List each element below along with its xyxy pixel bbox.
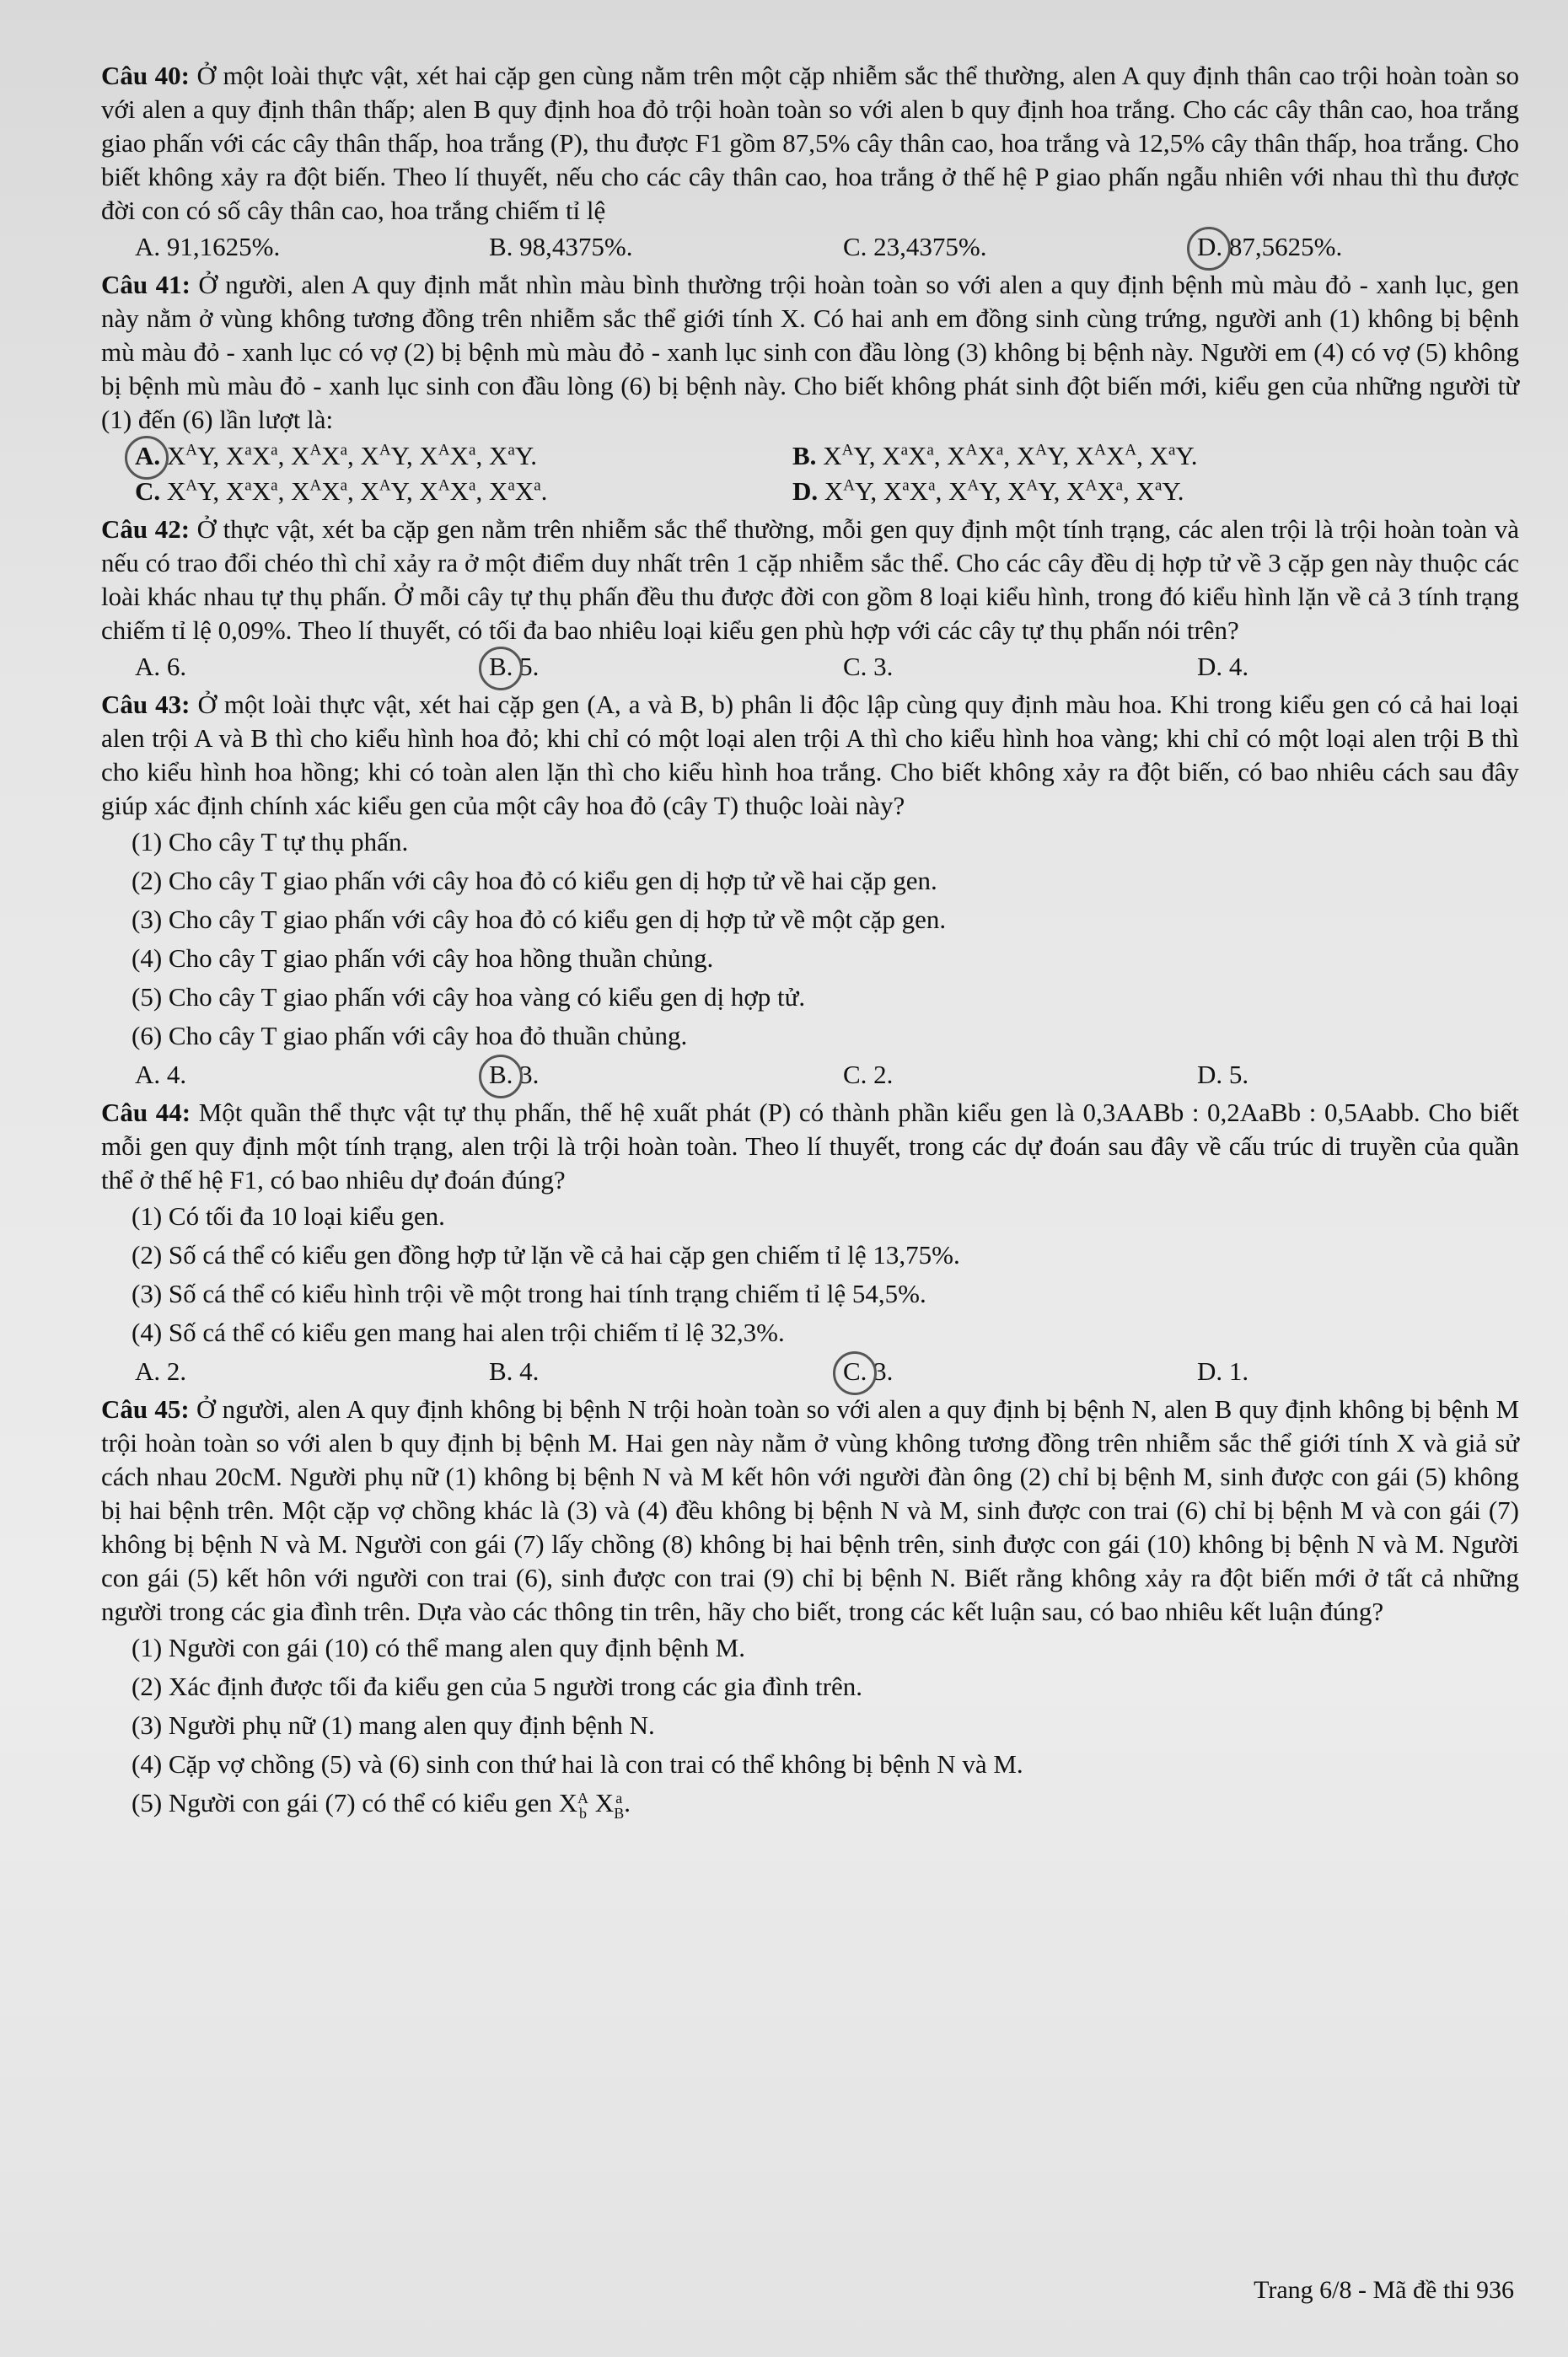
- option-b[interactable]: B. 4.: [489, 1356, 540, 1386]
- question-44-items: [132, 1197, 1519, 1352]
- question-45-head: Câu 45:: [101, 1394, 190, 1424]
- genotype-formula: XA b X a B.: [558, 1788, 631, 1822]
- option-a[interactable]: A. 91,1625%.: [135, 232, 281, 261]
- question-41-text: Câu 41: Ở người, alen A quy định mắt nhìn màu bình thường trội hoàn toàn so với alen a quy định bệnh mù màu đỏ - xanh lục, gen này nằm ở vùng không tương đồng trên nhiễm sắc thể giới tính X. Có hai anh em đồng sinh cùng trứng, người anh (1) không bị bệnh mù màu đỏ - xanh lục có vợ (2) bị bệnh mù màu đỏ - xanh lục sinh con đầu lòng (3) không bị bệnh này. Người em (4) có vợ (5) không bị bệnh mù màu đỏ - xanh lục sinh con đầu lòng (6) bị bệnh này. Cho biết không phát sinh đột biến mới, kiểu gen của những người từ (1) đến (6) lần lượt là:: [101, 270, 1519, 434]
- option-b[interactable]: B. $X^AY$, $X^aX^a$, $X^AX^a$, $X^AY$, $X^AX^A$, $X^aY$.: [792, 441, 1198, 470]
- statement-item: (4) Cho cây T giao phấn với cây hoa hồng thuần chủng.: [132, 943, 714, 973]
- question-44: [101, 1096, 1519, 1389]
- statement-item: (3) Người phụ nữ (1) mang alen quy định bệnh N.: [132, 1710, 655, 1740]
- page-footer: Trang 6/8 - Mã đề thi 936: [1254, 2276, 1514, 2304]
- question-43-text: Câu 43: Ở một loài thực vật, xét hai cặp gen (A, a và B, b) phân li độc lập cùng quy định màu hoa. Khi trong kiểu gen có cả hai loại alen trội A và B thì cho kiểu hình hoa đỏ; khi chỉ có một loại alen trội A thì cho kiểu hình hoa vàng; khi chỉ có một loại alen trội B thì cho kiểu hình hoa hồng; khi có toàn alen lặn thì cho kiểu hình hoa trắng. Cho biết không xảy ra đột biến, có bao nhiêu cách sau đây giúp xác định chính xác kiểu gen của một cây hoa đỏ (cây T) thuộc loài này?: [101, 690, 1520, 820]
- option-b-circled[interactable]: B. 5.: [489, 649, 843, 685]
- question-43-options: [135, 1057, 1519, 1093]
- option-d[interactable]: D. $X^AY$, $X^aX^a$, $X^AY$, $X^AY$, $X^AX^a$, $X^aY$.: [792, 476, 1184, 506]
- option-a-circled[interactable]: A. $X^AY$, $X^aX^a$, $X^AX^a$, $X^AY$, $X^AX^a$, $X^aY$.: [135, 438, 792, 474]
- question-44-head: Câu 44:: [101, 1098, 191, 1127]
- statement-item: (2) Xác định được tối đa kiểu gen của 5 người trong các gia đình trên.: [132, 1672, 862, 1701]
- statement-item-genotype: (5) Người con gái (7) có thể có kiểu gen XA b X a B.: [132, 1788, 631, 1822]
- option-c[interactable]: C. 23,4375%.: [843, 232, 987, 261]
- option-d[interactable]: D. 1.: [1197, 1356, 1249, 1386]
- option-a[interactable]: A. 6.: [135, 652, 187, 681]
- question-43-head: Câu 43:: [101, 690, 191, 719]
- question-40-text: Câu 40: Ở một loài thực vật, xét hai cặp gen cùng nằm trên một cặp nhiễm sắc thể thường, alen A quy định thân cao trội hoàn toàn so với alen a quy định thân thấp; alen B quy định hoa đỏ trội hoàn toàn so với alen b quy định hoa trắng. Cho các cây thân cao, hoa trắng giao phấn với các cây thân thấp, hoa trắng (P), thu được F1 gồm 87,5% cây thân cao, hoa trắng và 12,5% cây thân thấp, hoa trắng. Cho biết không xảy ra đột biến. Theo lí thuyết, nếu cho các cây thân cao, hoa trắng ở thế hệ P giao phấn ngẫu nhiên với nhau thì thu được đời con có số cây thân cao, hoa trắng chiếm tỉ lệ: [101, 61, 1519, 225]
- statement-item: (3) Số cá thể có kiểu hình trội về một trong hai tính trạng chiếm tỉ lệ 54,5%.: [132, 1279, 926, 1308]
- option-d[interactable]: D. 4.: [1197, 652, 1249, 681]
- question-42-head: Câu 42:: [101, 514, 191, 544]
- question-40-head: Câu 40:: [101, 61, 190, 90]
- option-d[interactable]: D. 5.: [1197, 1060, 1249, 1089]
- statement-item: (2) Số cá thể có kiểu gen đồng hợp tử lặn về cả hai cặp gen chiếm tỉ lệ 13,75%.: [132, 1240, 960, 1270]
- question-41: [101, 268, 1519, 509]
- statement-item: (1) Cho cây T tự thụ phấn.: [132, 827, 409, 856]
- statement-item: (2) Cho cây T giao phấn với cây hoa đỏ có kiểu gen dị hợp tử về hai cặp gen.: [132, 866, 937, 895]
- option-c-circled[interactable]: C. 3.: [843, 1354, 1197, 1389]
- question-40: [101, 59, 1519, 265]
- option-c[interactable]: C. 3.: [843, 652, 894, 681]
- statement-item: (1) Có tối đa 10 loại kiểu gen.: [132, 1201, 445, 1231]
- statement-item: (1) Người con gái (10) có thể mang alen quy định bệnh M.: [132, 1633, 745, 1662]
- statement-item: (4) Cặp vợ chồng (5) và (6) sinh con thứ hai là con trai có thể không bị bệnh N và M.: [132, 1749, 1023, 1779]
- statement-item: (3) Cho cây T giao phấn với cây hoa đỏ có kiểu gen dị hợp tử về một cặp gen.: [132, 905, 947, 934]
- question-40-options: [135, 229, 1519, 265]
- option-c[interactable]: C. $X^AY$, $X^aX^a$, $X^AX^a$, $X^AY$, $X^AX^a$, $X^aX^a$.: [135, 476, 548, 506]
- option-a[interactable]: A. 4.: [135, 1060, 187, 1089]
- option-c[interactable]: C. 2.: [843, 1060, 894, 1089]
- statement-item: (5) Cho cây T giao phấn với cây hoa vàng có kiểu gen dị hợp tử.: [132, 982, 806, 1012]
- question-44-options: [135, 1354, 1519, 1389]
- question-45-items: [132, 1629, 1519, 1823]
- question-41-head: Câu 41:: [101, 270, 191, 299]
- option-b-circled[interactable]: B. 3.: [489, 1057, 843, 1093]
- question-42-options: [135, 649, 1519, 685]
- question-42: [101, 513, 1519, 685]
- statement-item: (4) Số cá thể có kiểu gen mang hai alen trội chiếm tỉ lệ 32,3%.: [132, 1318, 785, 1347]
- option-d-circled[interactable]: D. 87,5625%.: [1197, 229, 1551, 265]
- question-43-items: [132, 823, 1519, 1055]
- question-45-text: Câu 45: Ở người, alen A quy định không bị bệnh N trội hoàn toàn so với alen a quy định bị bệnh N, alen B quy định không bị bệnh M trội hoàn toàn so với alen b quy định bị bệnh M. Hai gen này nằm ở vùng không tương đồng trên nhiễm sắc thể giới tính X và giả sử cách nhau 20cM. Người phụ nữ (1) không bị bệnh N và M kết hôn với người đàn ông (2) chỉ bị bệnh M, sinh được con gái (5) không bị hai bệnh trên. Một cặp vợ chồng khác là (3) và (4) đều không bị bệnh N và M, sinh được con trai (6) chỉ bị bệnh M và con gái (7) không bị bệnh N và M. Người con gái (7) lấy chồng (8) không bị hai bệnh trên, sinh được con gái (10) không bị bệnh N và M. Người con gái (5) kết hôn với người con trai (6), sinh được con trai (9) chỉ bị bệnh N. Biết rằng không xảy ra đột biến mới ở tất cả những người trong các gia đình trên. Dựa vào các thông tin trên, hãy cho biết, trong các kết luận sau, có bao nhiêu kết luận đúng?: [101, 1394, 1520, 1626]
- question-45: [101, 1393, 1519, 1823]
- statement-item: (6) Cho cây T giao phấn với cây hoa đỏ thuần chủng.: [132, 1021, 688, 1050]
- option-a[interactable]: A. 2.: [135, 1356, 187, 1386]
- option-b[interactable]: B. 98,4375%.: [489, 232, 633, 261]
- question-44-text: Câu 44: Một quần thể thực vật tự thụ phấn, thế hệ xuất phát (P) có thành phần kiểu gen là 0,3AABb : 0,2AaBb : 0,5Aabb. Cho biết mỗi gen quy định một tính trạng, alen trội là trội hoàn toàn. Theo lí thuyết, trong các dự đoán sau đây về cấu trúc di truyền của quần thể ở thế hệ F1, có bao nhiêu dự đoán đúng?: [101, 1098, 1520, 1195]
- question-43: [101, 688, 1519, 1093]
- question-42-text: Câu 42: Ở thực vật, xét ba cặp gen nằm trên nhiễm sắc thể thường, mỗi gen quy định một tính trạng, các alen trội là trội hoàn toàn và nếu có trao đổi chéo thì chỉ xảy ra ở một điểm duy nhất trên 1 cặp nhiễm sắc thể. Cho các cây đều dị hợp tử về 3 cặp gen này thuộc các loài khác nhau tự thụ phấn. Ở mỗi cây tự thụ phấn đều thu được đời con gồm 8 loại kiểu hình, trong đó kiểu hình lặn về cả 3 tính trạng chiếm tỉ lệ 0,09%. Theo lí thuyết, có tối đa bao nhiêu loại kiểu gen phù hợp với các cây tự thụ phấn nói trên?: [101, 514, 1520, 645]
- question-41-options: [135, 438, 1519, 509]
